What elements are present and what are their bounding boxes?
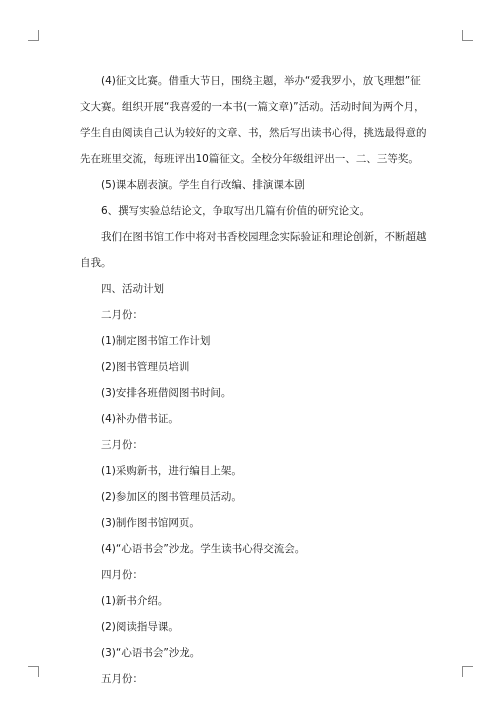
- crop-mark-bottom-left: [28, 666, 39, 677]
- section-heading-activity-plan: 四、活动计划: [101, 283, 164, 295]
- month-heading-march: 三月份：: [101, 439, 143, 451]
- list-item: (1)制定图书馆工作计划: [101, 335, 211, 347]
- list-item: (2)阅读指导课。: [101, 621, 179, 633]
- list-item: (2)图书管理员培训: [101, 361, 190, 373]
- list-item: (3)安排各班借阅图书时间。: [101, 387, 232, 399]
- paragraph-library-commitment: 我们在图书馆工作中将对书香校园理念实际验证和理论创新，不断超越自我。: [80, 231, 427, 269]
- list-item: (4)补办借书证。: [101, 413, 179, 425]
- list-item: (1)新书介绍。: [101, 595, 169, 607]
- month-heading-april: 四月份：: [101, 569, 143, 581]
- month-heading-may: 五月份：: [101, 673, 143, 685]
- document-body: [80, 68, 430, 692]
- list-item: (3)“心语书会”沙龙。: [101, 647, 201, 659]
- list-item: (1)采购新书，进行编目上架。: [101, 465, 242, 477]
- list-item: (3)制作图书馆网页。: [101, 517, 200, 529]
- crop-mark-top-left: [28, 30, 39, 41]
- list-item: (4)“心语书会”沙龙。学生读书心得交流会。: [101, 543, 306, 555]
- list-item: (2)参加区的图书管理员活动。: [101, 491, 242, 503]
- month-heading-february: 二月份：: [101, 309, 143, 321]
- crop-mark-top-right: [462, 30, 473, 41]
- paragraph-essay-contest: (4)征文比赛。借重大节日，围绕主题，举办“爱我罗小，放飞理想”征文大赛。组织开展“我喜爱的一本书(一篇文章)”活动。活动时间为两个月，学生自由阅读自己认为较好的文章、书，然后写出读书心得，挑选最得意的先在班里交流，每班评出10篇征文。全校分年级组评出一、二、三等奖。: [80, 75, 427, 165]
- crop-mark-bottom-right: [462, 666, 473, 677]
- paragraph-research-paper: 6、撰写实验总结论文，争取写出几篇有价值的研究论文。: [101, 205, 371, 217]
- paragraph-textbook-drama: (5)课本剧表演。学生自行改编、排演课本剧: [101, 179, 305, 191]
